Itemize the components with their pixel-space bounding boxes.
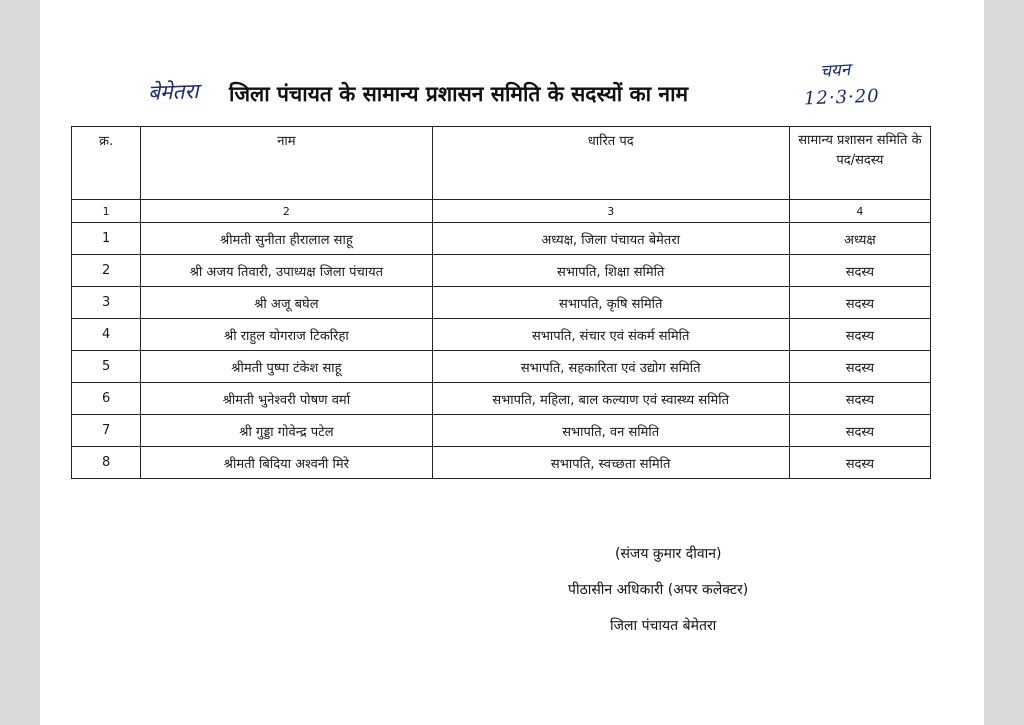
- cell-post: सभापति, संचार एवं संकर्म समिति: [432, 319, 789, 351]
- cell-post: सभापति, शिक्षा समिति: [432, 255, 789, 287]
- cell-post: सभापति, स्वच्छता समिति: [432, 447, 789, 479]
- cell-name: श्री राहुल योगराज टिकरिहा: [141, 319, 432, 351]
- cell-post: सभापति, कृषि समिति: [432, 287, 789, 319]
- members-table: [71, 126, 931, 479]
- column-number: 2: [141, 200, 432, 223]
- header-serial: क्र.: [72, 127, 141, 200]
- handwritten-district: बेमेतरा: [147, 79, 199, 105]
- handwritten-note: चयन: [819, 59, 851, 83]
- cell-serial: 6: [72, 383, 141, 415]
- cell-post: सभापति, सहकारिता एवं उद्योग समिति: [432, 351, 789, 383]
- signatory-designation: पीठासीन अधिकारी (अपर कलेक्टर): [568, 582, 749, 598]
- signatory-name: (संजय कुमार दीवान): [615, 546, 722, 562]
- signatory-office: जिला पंचायत बेमेतरा: [610, 618, 717, 634]
- cell-name: श्रीमती बिदिया अश्वनी मिरे: [141, 447, 432, 479]
- cell-role: सदस्य: [789, 351, 930, 383]
- cell-serial: 3: [72, 287, 141, 319]
- table-row: [72, 383, 931, 415]
- cell-serial: 1: [72, 223, 141, 255]
- cell-serial: 5: [72, 351, 141, 383]
- cell-role: सदस्य: [789, 287, 930, 319]
- cell-name: श्रीमती सुनीता हीरालाल साहू: [141, 223, 432, 255]
- handwritten-date: 12·3·20: [803, 85, 881, 110]
- cell-role: सदस्य: [789, 415, 930, 447]
- header-post: धारित पद: [432, 127, 789, 200]
- cell-role: सदस्य: [789, 383, 930, 415]
- column-number: 1: [72, 200, 141, 223]
- cell-post: सभापति, वन समिति: [432, 415, 789, 447]
- table-row: [72, 447, 931, 479]
- table-row: [72, 415, 931, 447]
- cell-serial: 4: [72, 319, 141, 351]
- column-number: 3: [432, 200, 789, 223]
- cell-role: सदस्य: [789, 255, 930, 287]
- cell-name: श्रीमती भुनेश्वरी पोषण वर्मा: [141, 383, 432, 415]
- cell-name: श्री अजू बघेल: [141, 287, 432, 319]
- table-header-row: [72, 127, 931, 200]
- cell-role: अध्यक्ष: [789, 223, 930, 255]
- cell-role: सदस्य: [789, 447, 930, 479]
- table-row: [72, 287, 931, 319]
- header-role: सामान्य प्रशासन समिति के पद/सदस्य: [789, 127, 930, 200]
- cell-role: सदस्य: [789, 319, 930, 351]
- cell-name: श्रीमती पुष्पा टंकेश साहू: [141, 351, 432, 383]
- cell-serial: 7: [72, 415, 141, 447]
- table-row: [72, 319, 931, 351]
- table-row: [72, 223, 931, 255]
- cell-post: अध्यक्ष, जिला पंचायत बेमेतरा: [432, 223, 789, 255]
- cell-serial: 8: [72, 447, 141, 479]
- header-name: नाम: [141, 127, 432, 200]
- column-number-row: [72, 200, 931, 223]
- cell-serial: 2: [72, 255, 141, 287]
- cell-name: श्री गुड्डा गोवेन्द्र पटेल: [141, 415, 432, 447]
- table-row: [72, 255, 931, 287]
- cell-post: सभापति, महिला, बाल कल्याण एवं स्वास्थ्य समिति: [432, 383, 789, 415]
- document-title: जिला पंचायत के सामान्य प्रशासन समिति के सदस्यों का नाम: [229, 82, 689, 106]
- column-number: 4: [789, 200, 930, 223]
- cell-name: श्री अजय तिवारी, उपाध्यक्ष जिला पंचायत: [141, 255, 432, 287]
- table-row: [72, 351, 931, 383]
